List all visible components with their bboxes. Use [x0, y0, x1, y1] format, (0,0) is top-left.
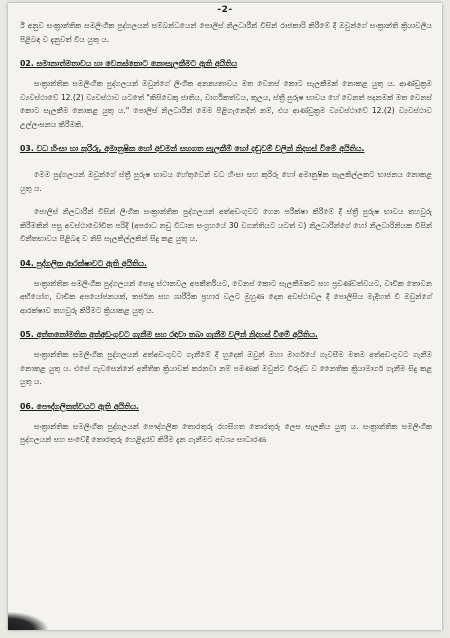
section-04-paragraph-1: සංක්‍රාන්තික සමලිංගික පුද්ගලයන් පොදු ස්ථානවල අපකීර්තියට, වෙනස් කොට සැලකීමකට සහ ප්‍රචණ්ඩත්වයට, වාචික තොවන අභියෝග, වාචික අපයෝජනයක්, තර්ජන සහ ශාරීරික ප්‍රහාර වලට මුහුණ දෙන අවස්ථාවල දී පොලිසිය මැදිහත් වී ඔවුන්ගේ ආරක්ෂාව තහවුරු කිරීමට ක්‍රියාකළ යුතු ය.	[20, 278, 432, 315]
document-body	[20, 19, 432, 447]
section-heading-04: 04. පුද්ගලික ආරක්ෂාවට ඇති අයිතිය.	[20, 258, 147, 268]
scan-shadow	[8, 612, 48, 630]
section-heading-06: 06. පෞද්ගලිකත්වයට ඇති අයිතිය.	[20, 401, 140, 411]
section-heading-05: 05. අත්තනෝමතික අත්අඩංගුවට ගැනීම සහ රඳවා තබා ගැනීම වලින් නිදහස් වීමේ අයිතිය.	[20, 330, 318, 339]
document-page	[8, 3, 442, 630]
section-03-paragraph-1: මෙම පුද්ගලයන් ඔවුන්ගේ ස්ත්‍රී පුරුෂ භාවය හේතුවෙන් වධ හිංසා සහ කුරිරු හෝ අමානුෂික සැලකිල්ලකට භාජනය නොකළ යුතු ය.	[20, 170, 432, 193]
section-heading-02: 02. සමානාත්මතාවය හා වෙනස්කොට නොසැලකීමට ඇති අයිතිය	[20, 59, 238, 68]
section-05-paragraph-1: සංක්‍රාන්තික සමලිංගික පුද්ගලයන් අත්අඩංගුවට ගැනීමේ දී හුදෙක් ඔවුන් මහා මාර්ගයේ ගැවසීම මතම අත්අඩංගුවට ගැනීම නොකළ යුතු ය. එසේ ගැවසෙන්නේ අනීතික ක්‍රියාවක් කරනවා නම් පමණක් ඔවුන්ට විරුද්ධ ව නෛතික ක්‍රියාමාර්ග ගැනීම සිදු කළ යුතු ය.	[20, 350, 432, 386]
page-number: -2-	[217, 5, 233, 15]
section-heading-03: 03. වධ හිංසා හා කුරිරු, අමානුෂික හෝ අවමන් සහගත සැලකීම් හෝ දඬුවම් වලින් නිදහස් වීමේ අයිතිය.	[20, 144, 365, 153]
section-02-paragraph-1: සංක්‍රාන්තික සමලිංගික පුද්ගලයන් ඔවුන්ගේ ලිංගික අනන්‍යතාවය මත වෙනස් කොට සැලකීමක් නොකළ යුතු ය. ආණ්ඩුක්‍රම ව්‍යවස්ථාවේ 12.(2) ව්‍යවස්ථාව යටතේ "කිසිවෙකු ජාතිය, වාර්ගිකත්වය, කුලය, ස්ත්‍රී පුරුෂ භාවය හේ වෙනත් පදනමක් මත වෙනස් කොට සැලකීම නොකළ යුතු ය." පොලිස් නිලධාරීන් මෙම පිළිගැනෙදින් නම්, එය ආණ්ඩුක්‍රම ව්‍යවස්ථාවේ 12.(2) ව්‍යවස්ථාව උල්ලංඝනය කිරීමකි.	[20, 79, 432, 129]
intro-paragraph: ඊ අනුව සංක්‍රාන්තික සමලිංගික පුද්ගලයන් සම්බන්ධයෙන් පොලිස් නිලධාරීන් විසින් රාජකාරි කිරීමේ දී ඔවුන්ගේ සංක්‍රාන්ති ක්‍රියාවලිය පිළිබඳ ව දැනුවත් විය යුතු ය.	[20, 21, 432, 44]
section-03-paragraph-2: පොලිස් නිලධාරීන් විසින් ලිංගික සංක්‍රාන්තික පුද්ගලයන් අත්අඩංගුවට ගෙන පරීක්ෂා කිරීමේ දී ස්ත්‍රී පුරුෂ භාවය තහවුරු කිරීමකින් පසු අවස්ථාවෝචිත පරිදි (අපරාධ නඩු විධාන සංග්‍රහයේ 30 වගන්තියට යටත් ව) නිලධාරීන්ගේ හෝ නිලධාරිනියක විසින් විනීතභාවය පිළිබඳ ව නිසි සැලකිල්ලකින් සිදු කළ යුතු ය.	[20, 207, 432, 243]
section-06-paragraph-1: සංක්‍රාන්තික සමලිංගික පුද්ගලයන් පෞද්ගලික තොරතුරු රහසිගත තොරතුරු ලෙස සැලකිය යුතු ය. සංක්‍රාන්තික සමලිංගික පුද්ගලයන් සහ සංවේදී තොරතුරු හෙළිදරව් කිරීම දැන ගැනීමට අවශ්‍ය සාධාරණ	[20, 421, 432, 444]
